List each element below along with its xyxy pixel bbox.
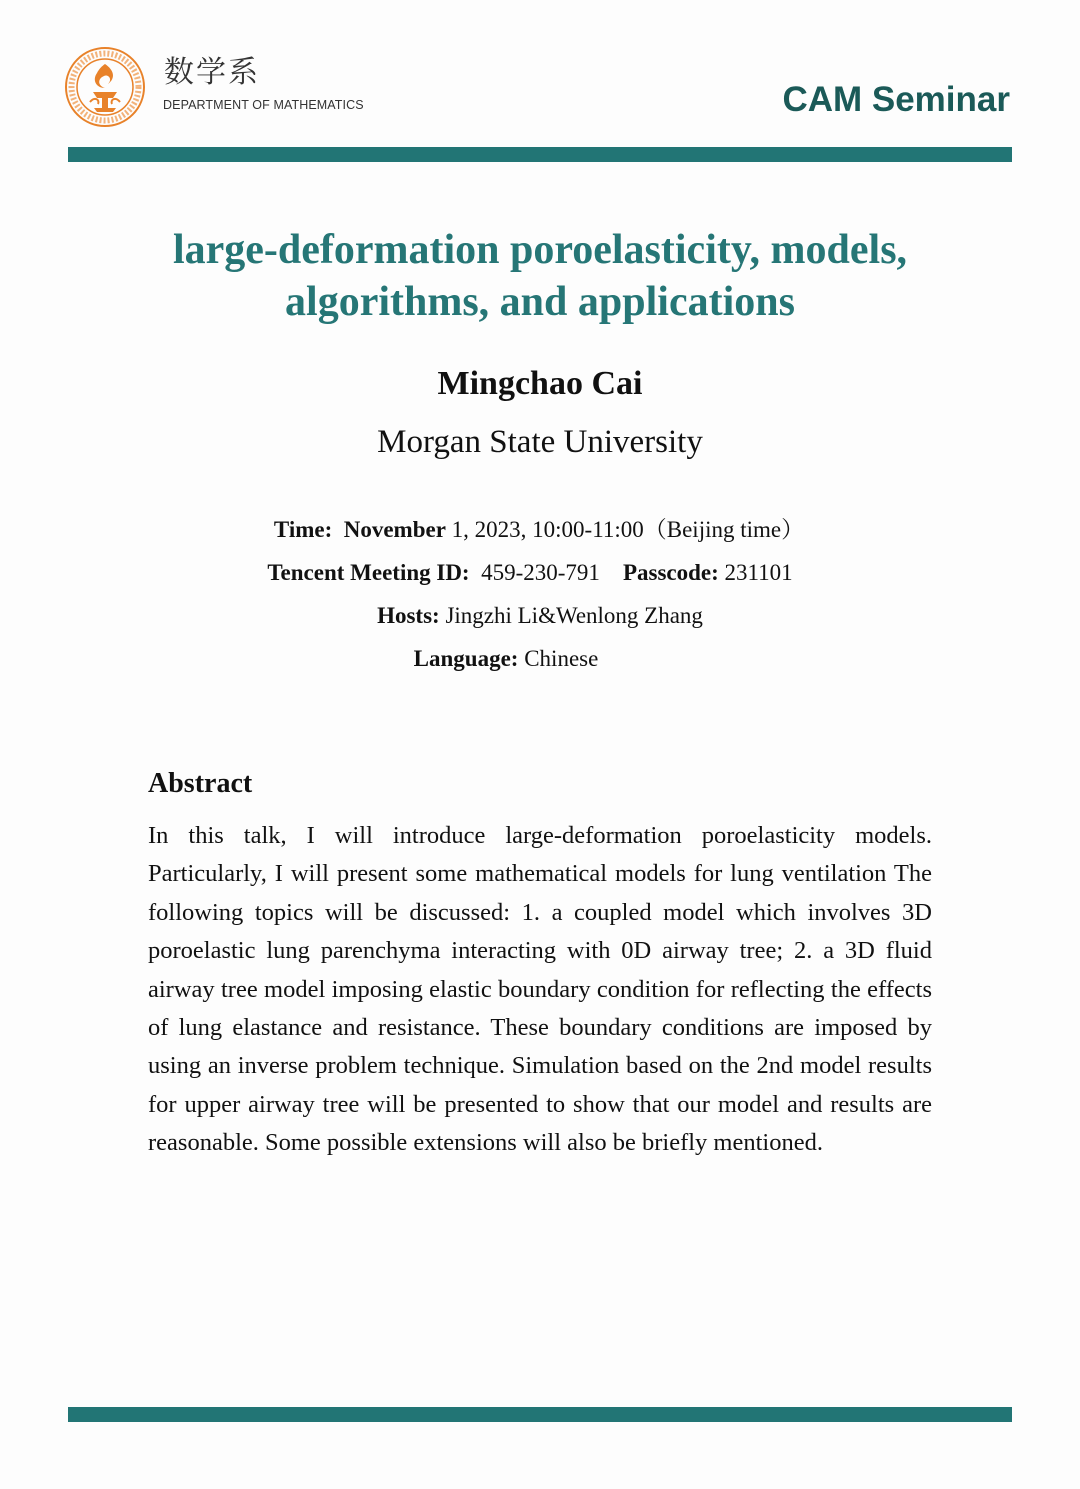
abstract-body: In this talk, I will introduce large-deformation poroelasticity models. Particularly, I will present some mathematical models for lung ventilation The following topics will be discussed: 1. a coupled model which involves 3D poroelastic lung parenchyma interacting with 0D airway tree; 2. a 3D fluid airway tree model imposing elastic boundary condition for reflecting the effects of lung elastance and resistance. These boundary conditions are imposed by using an inverse problem technique. Simulation based on the 2nd model results for upper airway tree will be presented to show that our model and results are reasonable. Some possible extensions will also be briefly mentioned. bbox=[148, 822, 932, 1157]
language-value: Chinese bbox=[524, 646, 599, 671]
hosts-label: Hosts: bbox=[377, 603, 440, 628]
abstract-heading: Abstract bbox=[148, 768, 253, 799]
time-month: November bbox=[343, 517, 446, 542]
hosts-line bbox=[0, 601, 1080, 631]
speaker-name: Mingchao Cai bbox=[437, 365, 643, 402]
passcode-value: 231101 bbox=[724, 560, 793, 585]
department-name-english: DEPARTMENT OF MATHEMATICS bbox=[163, 98, 364, 112]
seminar-series-title: CAM Seminar bbox=[782, 80, 1010, 119]
header bbox=[0, 0, 1080, 150]
time-label: Time: bbox=[273, 517, 333, 542]
passcode-label: Passcode: bbox=[622, 560, 719, 585]
university-seal-logo-icon bbox=[64, 46, 146, 128]
talk-title: large-deformation poroelasticity, models, algorithms, and applications bbox=[172, 227, 908, 325]
bottom-divider bbox=[68, 1407, 1012, 1422]
hosts-value: Jingzhi Li&Wenlong Zhang bbox=[445, 603, 703, 628]
department-name-chinese: 数学系 bbox=[164, 55, 260, 90]
time-line bbox=[0, 515, 1079, 545]
meeting-line bbox=[0, 558, 1070, 588]
time-value: 1, 2023, 10:00-11:00（Beijing time） bbox=[445, 517, 805, 542]
language-label: Language: bbox=[413, 646, 519, 671]
language-line bbox=[0, 644, 1046, 674]
meeting-id-label: Tencent Meeting ID: bbox=[267, 560, 470, 585]
speaker-affiliation: Morgan State University bbox=[377, 424, 703, 460]
meeting-id-value: 459-230-791 bbox=[481, 560, 600, 585]
top-divider bbox=[68, 147, 1012, 162]
